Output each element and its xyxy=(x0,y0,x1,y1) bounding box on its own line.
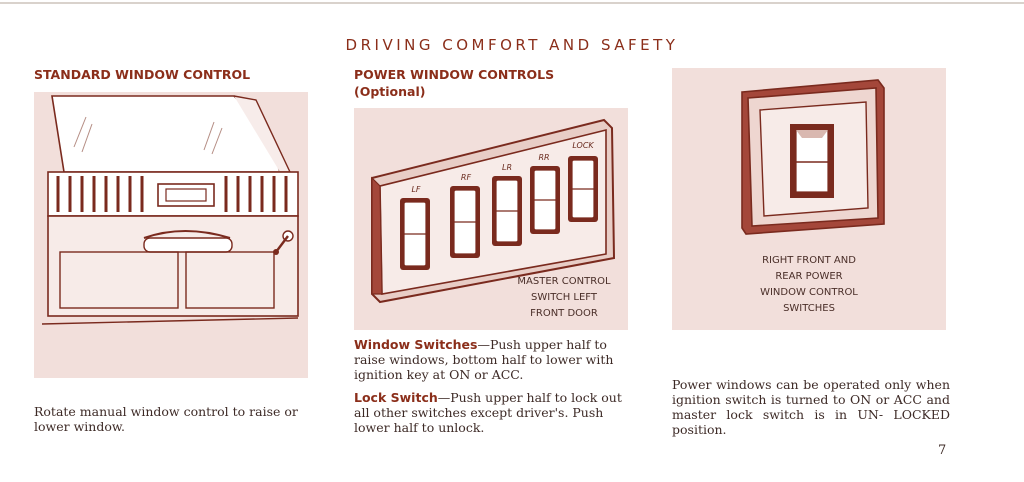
caption-line: REAR POWER xyxy=(775,271,843,282)
master-switch-caption xyxy=(500,274,628,322)
window-switches-lead: Window Switches xyxy=(354,337,478,352)
rocker-switch-lr xyxy=(492,176,522,246)
door-drawing xyxy=(34,92,308,378)
switch-label-lr: LR xyxy=(501,163,513,172)
single-switch-caption xyxy=(712,253,906,317)
top-divider xyxy=(0,2,1024,4)
lock-switch-lead: Lock Switch xyxy=(354,390,438,405)
caption-line: MASTER CONTROL xyxy=(517,276,611,287)
caption-line: SWITCHES xyxy=(783,303,835,314)
single-switch-illustration xyxy=(672,68,946,330)
switch-label-rr: RR xyxy=(538,153,550,162)
switch-label-rf: RF xyxy=(460,173,472,182)
lock-switch-text: —Push upper half to lock out all other switches except driver's. Push lower half to unlock. xyxy=(354,390,622,435)
caption-line: SWITCH LEFT xyxy=(531,292,597,303)
window-switches-paragraph xyxy=(354,337,632,382)
power-window-controls-heading xyxy=(354,66,554,100)
switch-label-lf: LF xyxy=(411,185,421,194)
switch-label-lock: LOCK xyxy=(572,141,594,150)
heading-line: POWER WINDOW CONTROLS xyxy=(354,67,555,82)
caption-line: RIGHT FRONT AND xyxy=(762,255,856,266)
page-title: DRIVING COMFORT AND SAFETY xyxy=(345,36,679,54)
rocker-switch-rr xyxy=(530,166,560,234)
rocker-switch-lf xyxy=(400,198,430,270)
window-crank-illustration xyxy=(34,92,308,378)
caption-line: FRONT DOOR xyxy=(530,308,598,319)
master-switch-illustration xyxy=(354,108,628,330)
power-windows-description: Power windows can be operated only when ignition switch is turned to ON or ACC and master lock switch is in UN- LOCKED position. xyxy=(672,377,950,437)
standard-window-control-heading: STANDARD WINDOW CONTROL xyxy=(34,67,251,82)
window-switches-text: —Push upper half to raise windows, bottom half to lower with ignition key at ON or ACC. xyxy=(354,337,614,382)
rocker-switch-rf xyxy=(450,186,480,258)
rocker-switch-lock xyxy=(568,156,598,222)
standard-control-description: Rotate manual window control to raise or lower window. xyxy=(34,404,298,434)
page-number: 7 xyxy=(938,443,947,458)
lock-switch-paragraph xyxy=(354,390,632,435)
caption-line: WINDOW CONTROL xyxy=(760,287,858,298)
heading-subline: (Optional) xyxy=(354,84,426,99)
